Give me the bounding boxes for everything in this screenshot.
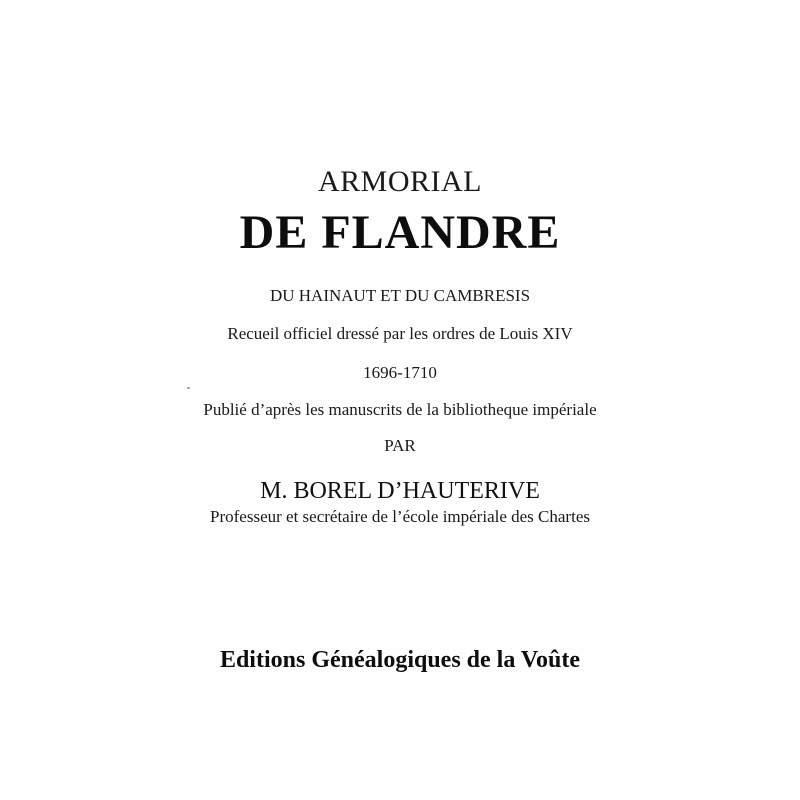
par-label: PAR xyxy=(384,436,416,455)
publisher-name: Editions Généalogiques de la Voûte xyxy=(219,647,581,673)
date-range: 1696-1710 xyxy=(363,363,437,382)
recueil-description: Recueil officiel dressé par les ordres de Louis XIV xyxy=(227,324,573,343)
title-de-flandre: DE FLANDRE xyxy=(239,206,561,259)
publication-note: Publié d’après les manuscrits de la bibliotheque impériale xyxy=(203,400,597,419)
subtitle-hainaut-cambresis: DU HAINAUT ET DU CAMBRESIS xyxy=(269,286,531,305)
paper-speck xyxy=(187,387,190,389)
title-armorial: ARMORIAL xyxy=(317,165,482,198)
author-name: M. BOREL D’HAUTERIVE xyxy=(260,478,540,504)
author-role: Professeur et secrétaire de l’école impériale des Chartes xyxy=(210,507,590,526)
